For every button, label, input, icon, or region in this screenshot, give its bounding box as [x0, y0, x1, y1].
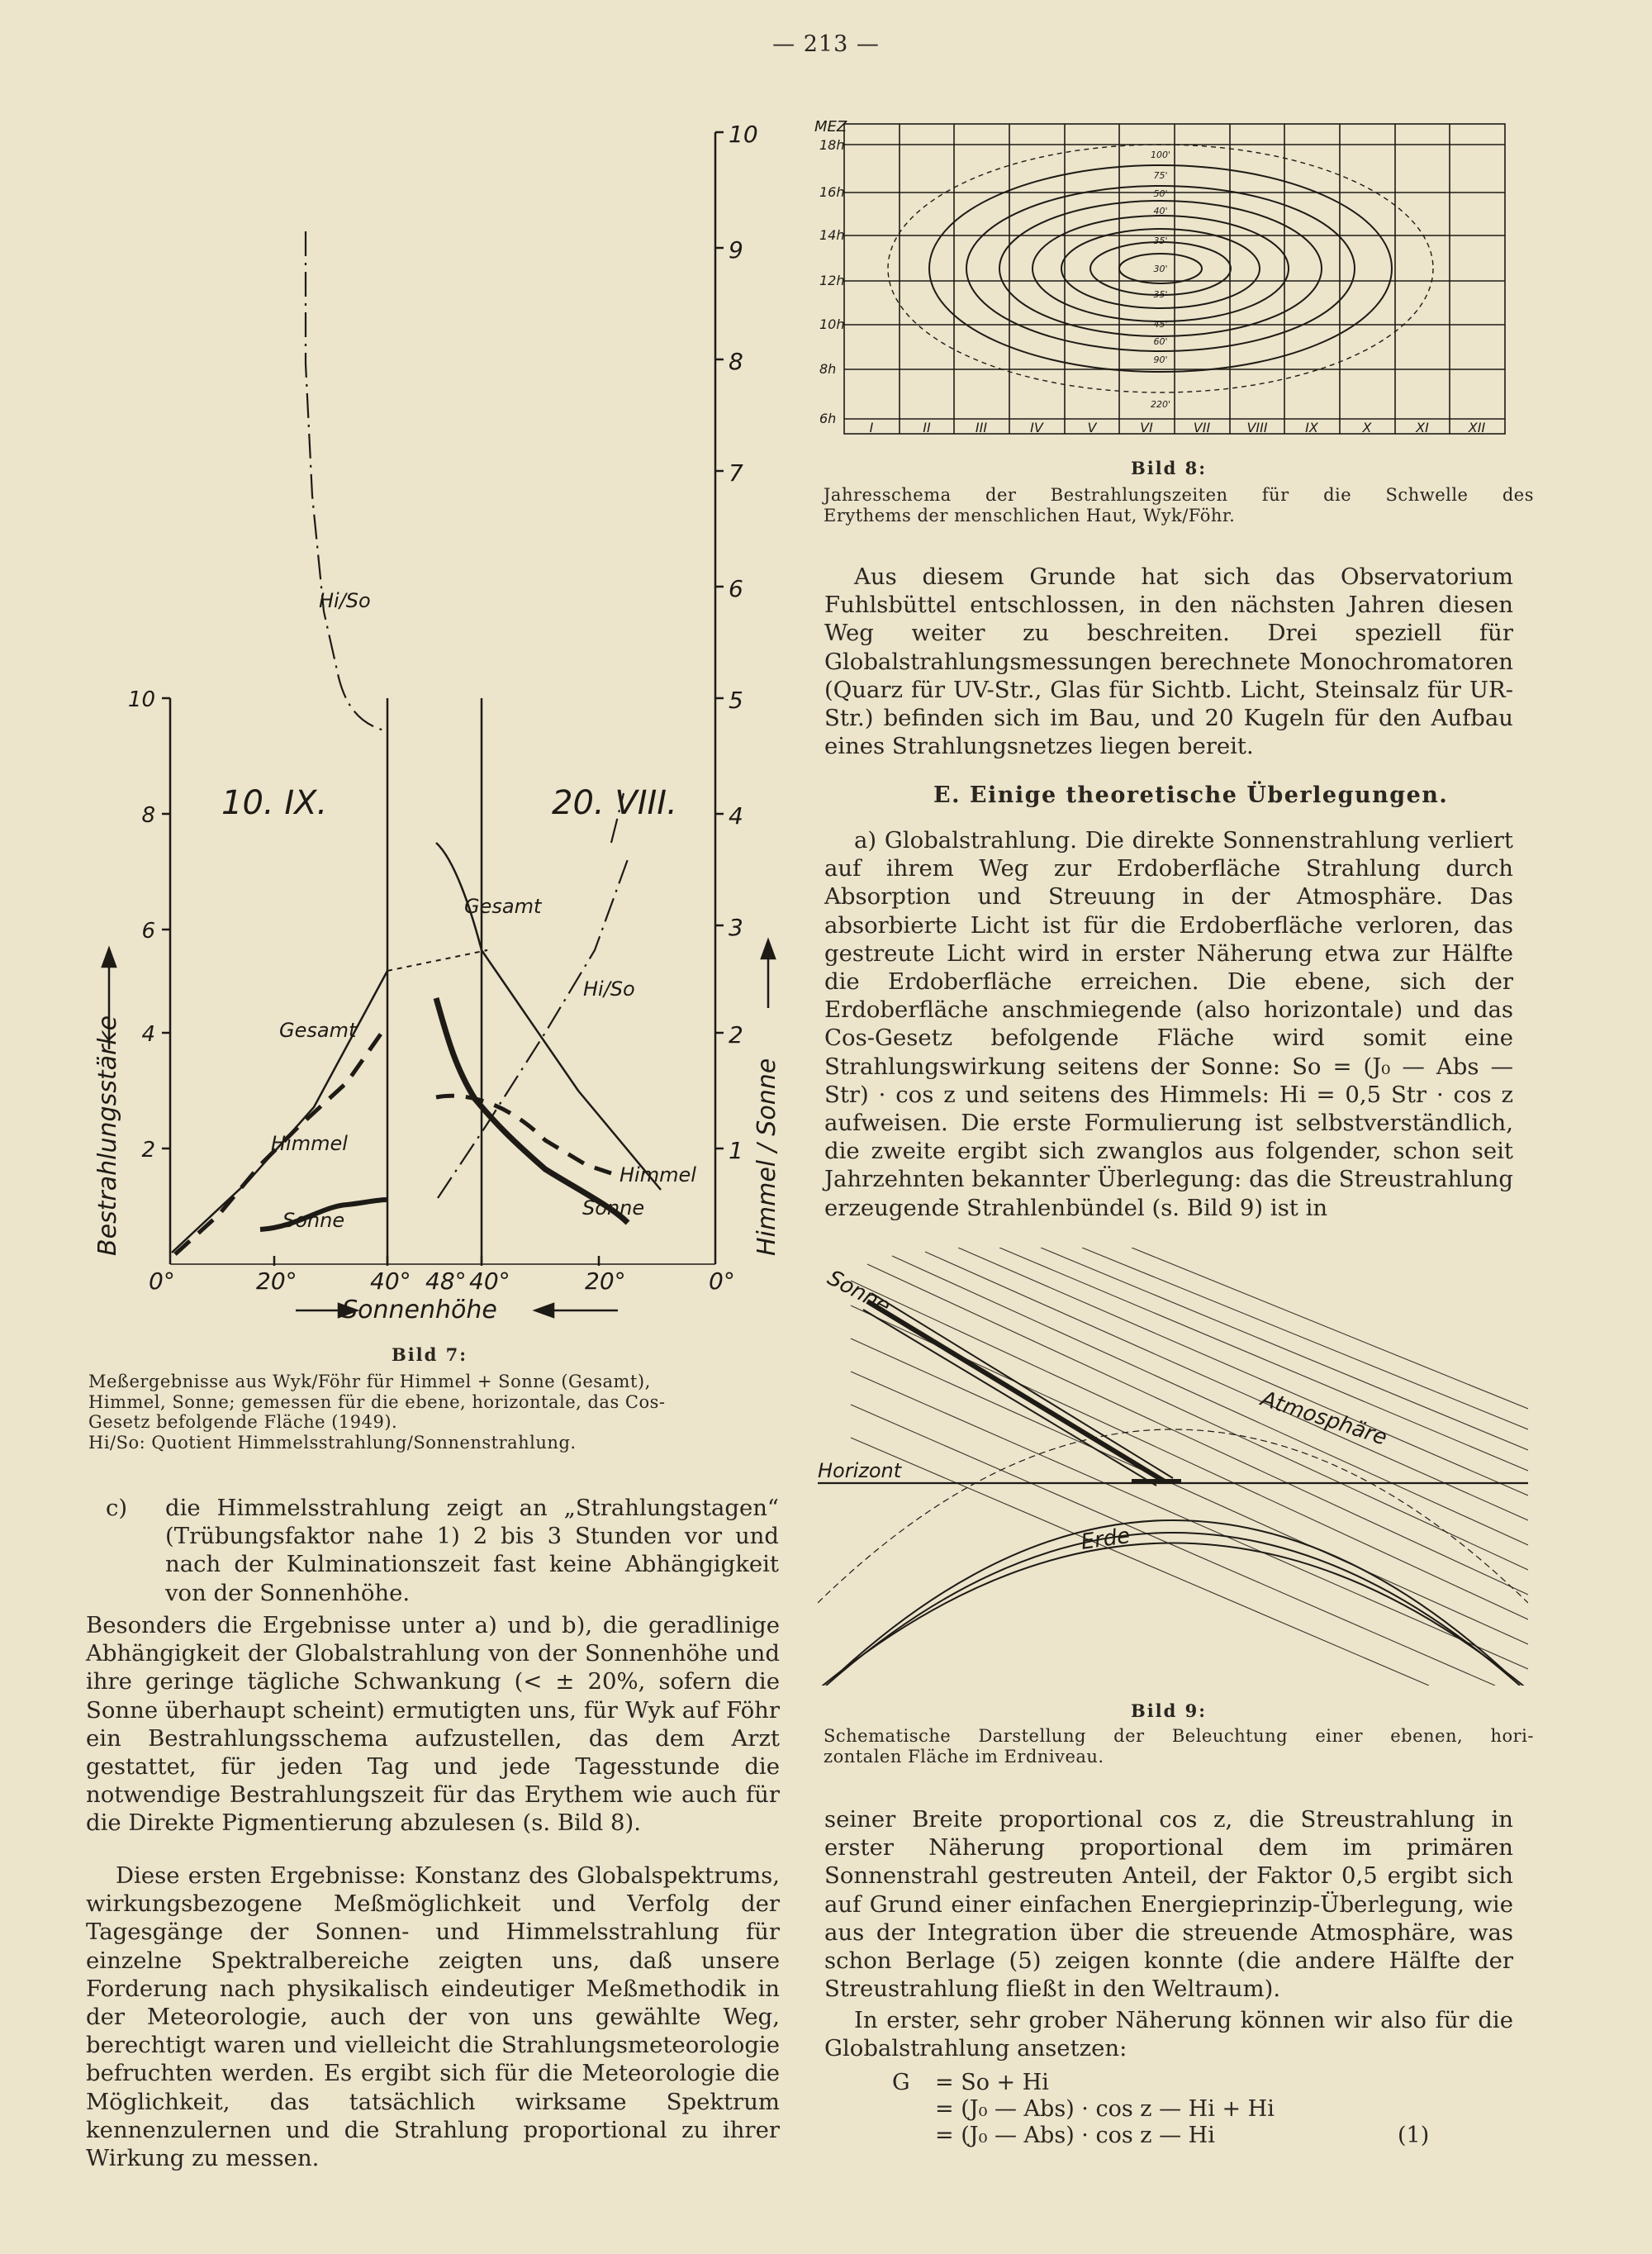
equation-rhs: = So + Hi [935, 2070, 1049, 2095]
caption-line: Jahresschema der Bestrahlungszeiten für die Schwelle des [824, 485, 1534, 505]
fig9-label-horizont: Horizont [818, 1459, 902, 1482]
figure-9-caption [824, 1726, 1534, 1767]
fig8-y-tick: 14h [819, 227, 845, 243]
paragraph-text: Diese ersten Ergebnisse: Konstanz des Globalspektrums, wirkungsbezogene Meßmöglichkeit und Verfolg der Tagesgänge der Sonnen- und Himmelsstrahlung für einzelne Spektralbereiche zeigten uns, daß unsere Forderung nach physikalisch eindeutiger Meßmethodik in der Meteorologie, auch der von uns gewählte Weg, berechtigt waren und vielleicht die Strahlungsmeteorologie befruchten werden. Es ergibt sich für die Meteorologie die Möglichkeit, das tatsächlich wirksame Spektrum kennenzulernen und die Strahlung proportional zu ihrer Wirkung zu messen. [86, 1862, 780, 2172]
fig9-label-atmosphaere: Atmosphäre [1257, 1386, 1390, 1451]
fig7-x-tick: 40° [370, 1267, 411, 1295]
figure-9-diagram [818, 1248, 1528, 1686]
fig7-right-tick: 10 [729, 121, 758, 148]
fig8-contour-label: 220' [1150, 399, 1171, 410]
fig8-y-tick: 6h [819, 411, 837, 426]
fig7-panel-left-label: 10. IX. [221, 784, 328, 822]
fig7-label-gesamt-left: Gesamt [279, 1019, 357, 1042]
caption-line: Himmel, Sonne; gemessen für die ebene, horizontale, das Cos- [88, 1391, 666, 1412]
fig8-month: XI [1416, 420, 1429, 435]
caption-line: Meßergebnisse aus Wyk/Föhr für Himmel + Sonne (Gesamt), [88, 1372, 651, 1391]
equation-block [892, 2070, 1520, 2149]
fig8-month: VIII [1246, 420, 1268, 435]
fig8-month: XII [1468, 420, 1486, 435]
fig8-month: VI [1140, 420, 1153, 435]
paragraph-text: Besonders die Ergebnisse unter a) und b), die geradlinige Abhängigkeit der Globalstrahlung von der Sonnenhöhe und ihre geringe tägliche Schwankung (< ± 20%, sofern die Sonne überhaupt scheint) ermutigten uns, für Wyk auf Föhr ein Bestrahlungsschema aufzustellen, das dem Arzt gestattet, für jeden Tag und jede Tagesstunde die notwendige Bestrahlungszeit für das Erythem wie auch für die Direkte Pigmentierung abzulesen (s. Bild 8). [86, 1612, 780, 1837]
fig7-panel-right-label: 20. VIII. [552, 784, 677, 822]
fig8-contour-label: 100' [1150, 150, 1171, 160]
equation-line-1 [892, 2070, 1520, 2096]
fig8-contour-label: 90' [1153, 354, 1168, 365]
fig8-contour-label: 40' [1153, 206, 1168, 216]
fig7-label-himmel-left: Himmel [271, 1132, 348, 1155]
caption-line: Erythems der menschlichen Haut, Wyk/Föhr. [824, 505, 1236, 525]
fig8-month: IV [1030, 420, 1043, 435]
fig8-month: VII [1193, 420, 1211, 435]
right-paragraph-1 [824, 563, 1513, 760]
equation-rhs: = (J₀ — Abs) · cos z — Hi [935, 2123, 1215, 2148]
fig7-left-tick: 8 [141, 803, 155, 828]
fig7-label-himmel-right: Himmel [620, 1163, 696, 1186]
fig7-right-tick: 1 [729, 1137, 743, 1164]
fig8-month: II [923, 420, 931, 435]
right-paragraph-3 [824, 1805, 1513, 2003]
fig7-right-tick: 4 [729, 802, 743, 830]
fig7-left-tick: 10 [127, 687, 155, 712]
fig7-x-tick: 40° [469, 1267, 510, 1295]
figure-9-caption-title: Bild 9: [1130, 1700, 1208, 1721]
fig8-contour-label: 30' [1153, 264, 1168, 274]
fig7-left-axis-title: Bestrahlungsstärke [93, 1015, 122, 1256]
caption-line: Gesetz befolgende Fläche (1949). [88, 1412, 398, 1432]
fig7-left-tick: 4 [141, 1022, 155, 1047]
fig8-y-tick: 8h [819, 361, 837, 377]
fig7-left-tick: 6 [141, 919, 155, 944]
equation-number: (1) [1398, 2123, 1430, 2148]
paragraph-text: Aus diesem Grunde hat sich das Observatorium Fuhlsbüttel entschlossen, in den nächsten Jahren diesen Weg weiter zu beschreiten. Drei speziell für Globalstrahlungsmessungen berechnete Monochromatoren (Quarz für UV-Str., Glas für Sichtb. Licht, Steinsalz für UR-Str.) befinden sich im Bau, und 20 Kugeln für den Aufbau eines Strahlungsnetzes liegen bereit. [824, 564, 1513, 760]
fig8-month: I [869, 420, 874, 435]
fig8-y-tick: 10h [819, 316, 845, 332]
fig9-label-sonne: Sonne [823, 1265, 895, 1320]
caption-line: zontalen Fläche im Erdniveau. [824, 1746, 1104, 1767]
equation-line-2 [892, 2096, 1520, 2123]
fig8-contour-label: 45' [1153, 319, 1168, 330]
caption-line: Schematische Darstellung der Beleuchtung einer ebenen, hori- [824, 1726, 1534, 1746]
fig8-month: IX [1305, 420, 1318, 435]
right-paragraph-4 [824, 2006, 1513, 2062]
fig7-right-tick: 5 [729, 687, 743, 714]
fig8-y-unit: MEZ [814, 118, 847, 136]
fig7-left-tick: 2 [141, 1138, 155, 1163]
list-item-c [106, 1494, 779, 1607]
list-item-c-label: c) [106, 1495, 128, 1521]
section-heading: E. Einige theoretische Überlegungen. [933, 782, 1449, 808]
fig7-right-tick: 8 [729, 348, 743, 375]
fig7-right-axis-title: Himmel / Sonne [752, 1058, 781, 1256]
fig7-right-tick: 7 [729, 459, 743, 487]
list-item-c-text: die Himmelsstrahlung zeigt an „Strahlungstagen“ (Trübungsfaktor nahe 1) 2 bis 3 Stunden vor und nach der Kulminationszeit fast keine Abhängigkeit von der Sonnenhöhe. [165, 1495, 779, 1606]
fig8-month: X [1362, 420, 1372, 435]
equation-line-3 [892, 2123, 1520, 2149]
equation-lhs: G [892, 2070, 910, 2095]
fig7-label-sonne-left: Sonne [282, 1209, 345, 1232]
fig7-label-sonne-right: Sonne [582, 1196, 645, 1220]
fig7-label-hiso-right: Hi/So [583, 977, 635, 1001]
fig7-x-tick: 20° [256, 1267, 297, 1295]
figure-7-caption-title: Bild 7: [391, 1344, 468, 1365]
fig8-y-tick: 18h [819, 137, 845, 153]
equation-rhs: = (J₀ — Abs) · cos z — Hi + Hi [935, 2096, 1275, 2122]
paragraph-text: seiner Breite proportional cos z, die Streustrahlung in erster Näherung proportional dem im primären Sonnenstrahl gestreuten Anteil, der Faktor 0,5 ergibt sich auf Grund einer einfachen Energieprinzip-Überlegung, wie aus der Integration über die streuende Atmosphäre, was schon Berlage (5) zeigen konnte (die andere Hälfte der Streustrahlung fließt in den Weltraum). [824, 1806, 1513, 2003]
figure-7-chart [83, 116, 793, 1339]
fig8-month: V [1087, 420, 1097, 435]
fig7-right-tick: 6 [729, 575, 743, 602]
fig7-right-tick: 2 [729, 1021, 743, 1049]
fig7-label-hiso-top: Hi/So [319, 589, 371, 612]
left-paragraph-2 [86, 1862, 780, 2172]
left-paragraph-1 [86, 1611, 780, 1838]
fig7-label-gesamt-right: Gesamt [464, 895, 542, 918]
page-number: — 213 — [772, 31, 880, 57]
fig7-x-tick: 20° [585, 1267, 626, 1295]
figure-7-caption [88, 1372, 799, 1453]
fig7-x-tick: 48° [425, 1267, 467, 1295]
fig7-right-tick: 3 [729, 914, 743, 941]
paragraph-text: a) Globalstrahlung. Die direkte Sonnenstrahlung verliert auf ihrem Weg zur Erdoberfläche Strahlung durch Absorption und Streuung in der Atmosphäre. Das absorbierte Licht ist für die Erdoberfläche verloren, das gestreute Licht wird in erster Näherung etwa zur Hälfte die Erdoberfläche erreichen. Die ebene, sich der Erdoberfläche anschmiegende (also horizontale) und das Cos-Gesetz befolgende Fläche wird somit eine Strahlungswirkung seitens der Sonne: So = (J₀ — Abs — Str) · cos z und seitens des Himmels: Hi = 0,5 Str · cos z aufweisen. Die erste Formulierung ist selbstverständlich, die zweite ergibt sich zwanglos aus folgender, schon seit Jahrzehnten bekannter Überlegung: das die Streustrahlung erzeugende Strahlenbündel (s. Bild 9) ist in [824, 827, 1513, 1221]
fig7-right-tick: 9 [729, 236, 743, 264]
fig8-contour-label: 75' [1153, 170, 1168, 181]
caption-line: Hi/So: Quotient Himmelsstrahlung/Sonnenstrahlung. [88, 1432, 577, 1453]
paragraph-text: In erster, sehr grober Näherung können wir also für die Globalstrahlung ansetzen: [824, 2007, 1513, 2062]
fig8-contour-label: 50' [1153, 188, 1168, 199]
figure-8-caption [824, 485, 1534, 525]
right-paragraph-2 [824, 826, 1513, 1222]
fig8-y-tick: 12h [819, 273, 845, 288]
fig8-contour-label: 60' [1153, 336, 1168, 347]
fig7-x-axis-title: Sonnenhöhe [342, 1296, 497, 1324]
fig7-x-tick: 0° [149, 1267, 175, 1295]
fig9-label-erde: Erde [1079, 1523, 1132, 1555]
fig7-right-tick: 0° [709, 1267, 735, 1295]
fig8-contour-label: 35' [1153, 235, 1168, 246]
fig8-month: III [975, 420, 988, 435]
fig8-y-tick: 16h [819, 184, 845, 200]
fig8-contour-label: 35' [1153, 289, 1168, 300]
figure-8-caption-title: Bild 8: [1130, 458, 1208, 478]
figure-8-chart [809, 112, 1520, 442]
